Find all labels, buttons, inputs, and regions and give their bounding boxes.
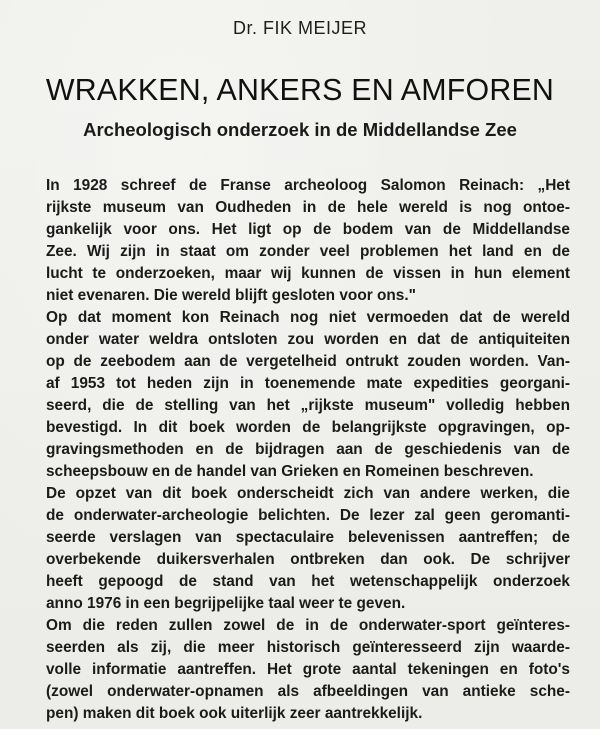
blurb-line: De opzet van dit boek onderscheidt zich van andere werken, die: [46, 485, 570, 502]
blurb-line: scheepsbouw en de handel van Grieken en Romeinen beschreven.: [46, 463, 534, 480]
blurb-line: pen) maken dit boek ook uiterlijk zeer aantrekkelijk.: [46, 705, 423, 722]
blurb-line: de onderwater-archeologie belichten. De lezer zal geen geromanti-: [46, 507, 570, 524]
blurb-line: onder water weldra ontsloten zou worden en dat de antiquiteiten: [46, 331, 570, 348]
blurb-text: [46, 175, 570, 725]
blurb-line: op de zeebodem aan de vergetelheid ontrukt zouden worden. Van-: [46, 353, 570, 370]
blurb-line: seerde verslagen van spectaculaire belevenissen aantreffen; de: [46, 529, 570, 546]
blurb-line: Om die reden zullen zowel de in de onderwater-sport geïnteres-: [46, 617, 570, 634]
blurb-line: (zowel onderwater-opnamen als afbeeldingen van antieke sche-: [46, 683, 570, 700]
book-subtitle: Archeologisch onderzoek in de Middellandse Zee: [83, 119, 517, 140]
blurb-line: lucht te onderzoeken, maar wij kunnen de vissen in hun element: [46, 265, 570, 282]
blurb-line: In 1928 schreef de Franse archeoloog Salomon Reinach: „Het: [46, 177, 570, 194]
blurb-line: af 1953 tot heden zijn in toenemende mate expedities georgani-: [46, 375, 570, 392]
blurb-line: bevestigd. In dit boek worden de belangrijkste opgravingen, op-: [46, 419, 570, 436]
author-name: Dr. FIK MEIJER: [232, 18, 367, 38]
blurb-line: anno 1976 in een begrijpelijke taal weer te geven.: [46, 595, 406, 612]
blurb-line: rijkste museum van Oudheden in de hele wereld is nog ontoe-: [46, 199, 570, 216]
blurb-line: Op dat moment kon Reinach nog niet vermoeden dat de wereld: [46, 309, 570, 326]
blurb-line: seerd, die de stelling van het „rijkste museum" volledig hebben: [46, 397, 570, 414]
blurb-line: seerden als zij, die meer historisch geïnteresseerd zijn waarde-: [46, 639, 570, 656]
blurb-line: heeft gepoogd de stand van het wetenschappelijk onderzoek: [46, 573, 570, 590]
book-title: WRAKKEN, ANKERS EN AMFOREN: [45, 72, 555, 107]
blurb-line: niet evenaren. Die wereld blijft gesloten voor ons.": [46, 287, 416, 304]
blurb-line: gankelijk voor ons. Het ligt op de bodem van de Middellandse: [46, 221, 570, 238]
blurb-line: Zee. Wij zijn in staat om zonder veel problemen het land en de: [46, 243, 570, 260]
blurb-line: volle informatie aantreffen. Het grote aantal tekeningen en foto's: [46, 661, 570, 678]
blurb-line: overbekende duikersverhalen ontbreken dan ook. De schrijver: [46, 551, 570, 568]
blurb-line: gravingsmethoden en de bijdragen aan de geschiedenis van de: [46, 441, 570, 458]
